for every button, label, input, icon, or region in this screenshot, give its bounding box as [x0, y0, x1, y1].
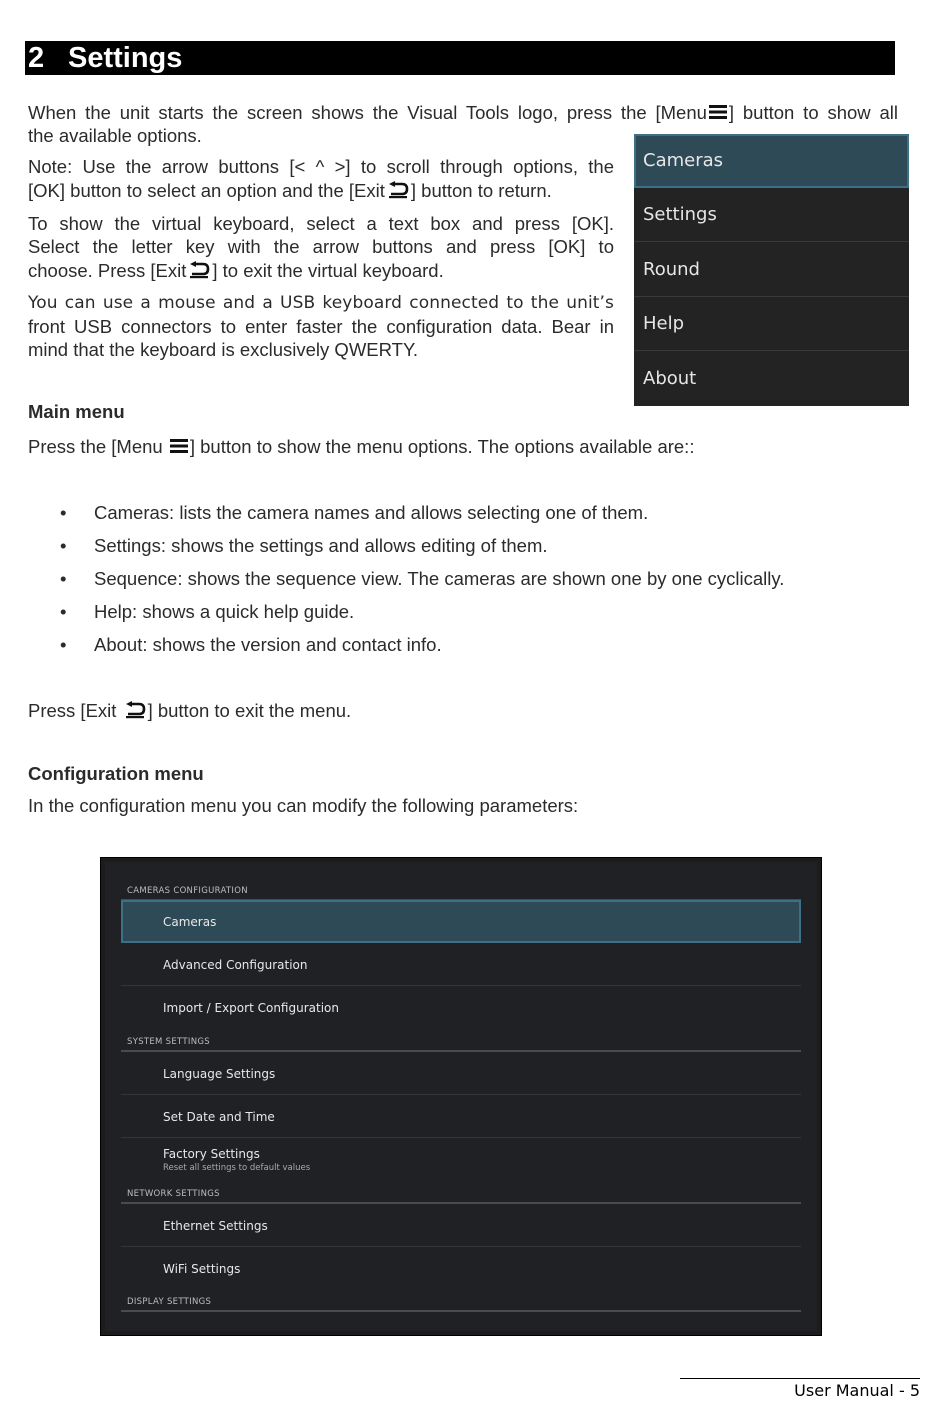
main-menu-text — [28, 435, 908, 458]
note-line-1: Note: Use the arrow buttons [< ^ >] to scroll through options, the — [28, 156, 614, 177]
main-menu-text-end: ] button to show the menu options. The options available are:: — [189, 436, 695, 457]
config-item-label: Import / Export Configuration — [163, 1001, 339, 1015]
config-item-advanced-configuration[interactable] — [121, 943, 801, 986]
config-item-language-settings[interactable] — [121, 1052, 801, 1095]
config-item-ethernet-settings[interactable] — [121, 1204, 801, 1247]
kb-line-2: Select the letter key with the arrow buttons and press [OK] to — [28, 236, 614, 257]
bullet-text: Settings: shows the settings and allows editing of them. — [94, 535, 548, 556]
config-item-label: Cameras — [163, 915, 217, 929]
exit-menu-text — [28, 699, 628, 722]
side-menu-screenshot — [634, 134, 909, 406]
exit-icon — [188, 261, 210, 279]
bullet-icon: • — [60, 634, 67, 655]
list-item — [60, 501, 920, 534]
kb-line-3-start: choose. Press [Exit — [28, 260, 187, 281]
config-item-label: Factory Settings — [163, 1147, 260, 1161]
section-display-settings: DISPLAY SETTINGS — [121, 1296, 801, 1312]
list-item — [60, 600, 920, 633]
section-title: Settings — [68, 42, 183, 74]
note-line-2-end: ] button to return. — [410, 180, 552, 201]
config-menu-text: In the configuration menu you can modify the following parameters: — [28, 795, 579, 816]
kb-line-1: To show the virtual keyboard, select a text box and press [OK]. — [28, 213, 614, 234]
note-line-2-start: [OK] button to select an option and the [Exit — [28, 180, 385, 201]
intro-line-2: the available options. — [28, 125, 202, 146]
config-panel — [105, 862, 817, 1331]
intro-line-1-start: When the unit starts the screen shows the Visual Tools logo, press the [Menu — [28, 102, 707, 123]
main-menu-text-start: Press the [Menu — [28, 436, 163, 457]
section-cameras-configuration: CAMERAS CONFIGURATION — [121, 885, 801, 901]
note-paragraph — [28, 155, 614, 202]
bullet-text: About: shows the version and contact info. — [94, 634, 442, 655]
usb-line-1: You can use a mouse and a USB keyboard connected to the unit’s — [28, 293, 614, 313]
bullet-icon: • — [60, 568, 67, 589]
config-item-label: WiFi Settings — [163, 1262, 241, 1276]
bullet-icon: • — [60, 502, 67, 523]
keyboard-paragraph — [28, 212, 614, 282]
side-menu-item-help[interactable]: Help — [634, 297, 909, 351]
kb-line-3-end: ] to exit the virtual keyboard. — [212, 260, 444, 281]
footer-page-label: User Manual - 5 — [794, 1381, 920, 1400]
config-item-label: Set Date and Time — [163, 1110, 275, 1124]
config-item-factory-settings[interactable] — [121, 1138, 801, 1181]
usb-paragraph — [28, 292, 614, 361]
list-item — [60, 534, 920, 567]
section-network-settings: NETWORK SETTINGS — [121, 1188, 801, 1204]
section-number: 2 — [28, 42, 45, 74]
exit-icon — [387, 181, 409, 199]
note-line-2 — [28, 179, 614, 202]
list-item — [60, 567, 920, 600]
side-menu-item-settings[interactable]: Settings — [634, 188, 909, 242]
exit-menu-text-end: ] button to exit the menu. — [147, 700, 352, 721]
bullet-text: Cameras: lists the camera names and allows selecting one of them. — [94, 502, 649, 523]
config-item-wifi-settings[interactable] — [121, 1247, 801, 1290]
intro-line-1-end: ] button to show all — [728, 102, 898, 123]
side-menu-item-about[interactable]: About — [643, 368, 697, 389]
kb-line-3 — [28, 259, 614, 282]
intro-line-1 — [28, 101, 898, 124]
config-item-label: Language Settings — [163, 1067, 276, 1081]
bullet-icon: • — [60, 535, 67, 556]
bullet-icon: • — [60, 601, 67, 622]
main-menu-bullets — [60, 501, 920, 666]
config-item-label: Advanced Configuration — [163, 958, 308, 972]
config-item-date-time[interactable] — [121, 1095, 801, 1138]
usb-line-2: front USB connectors to enter faster the configuration data. Bear in — [28, 316, 614, 337]
menu-icon — [169, 438, 189, 454]
side-menu-item-round[interactable]: Round — [634, 243, 909, 297]
bullet-text: Sequence: shows the sequence view. The cameras are shown one by one cyclically. — [94, 568, 785, 589]
side-menu-item-cameras[interactable]: Cameras — [634, 134, 909, 188]
list-item — [60, 633, 920, 666]
exit-menu-text-start: Press [Exit — [28, 700, 117, 721]
section-heading — [25, 41, 895, 75]
config-item-label: Ethernet Settings — [163, 1219, 268, 1233]
footer-rule — [680, 1378, 920, 1379]
config-item-import-export[interactable] — [121, 986, 801, 1029]
menu-icon — [708, 104, 728, 120]
exit-icon — [124, 701, 146, 719]
section-system-settings: SYSTEM SETTINGS — [121, 1036, 801, 1052]
config-menu-heading: Configuration menu — [28, 763, 204, 784]
config-item-cameras[interactable] — [121, 900, 801, 943]
usb-line-3: mind that the keyboard is exclusively QWERTY. — [28, 339, 419, 360]
config-item-subtitle: Reset all settings to default values — [163, 1163, 311, 1173]
bullet-text: Help: shows a quick help guide. — [94, 601, 355, 622]
config-screenshot — [100, 857, 822, 1336]
main-menu-heading: Main menu — [28, 401, 125, 422]
